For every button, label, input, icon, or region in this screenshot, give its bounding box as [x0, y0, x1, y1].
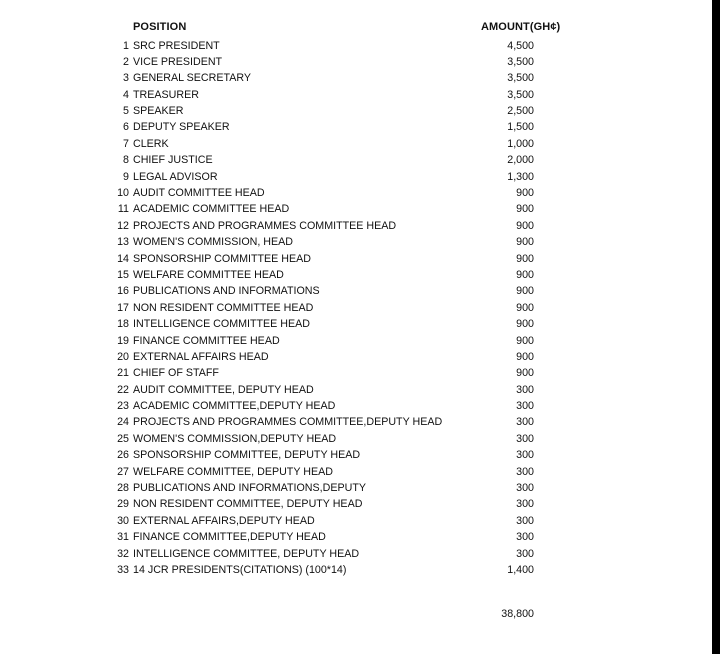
row-number: 25 — [117, 432, 129, 445]
table-row — [0, 152, 712, 168]
position-amount: 900 — [516, 236, 534, 249]
row-number: 26 — [117, 449, 129, 462]
position-title: TREASURER — [133, 88, 199, 101]
table-row — [0, 316, 712, 332]
position-amount: 300 — [516, 400, 534, 413]
row-number: 20 — [117, 350, 129, 363]
row-number: 15 — [117, 268, 129, 281]
position-title: 14 JCR PRESIDENTS(CITATIONS) (100*14) — [133, 564, 347, 576]
row-number: 11 — [117, 203, 129, 216]
table-row — [0, 464, 712, 480]
position-amount: 3,500 — [507, 88, 534, 101]
position-amount: 900 — [516, 252, 534, 265]
position-title: NON RESIDENT COMMITTEE, DEPUTY HEAD — [133, 498, 363, 511]
row-number: 28 — [117, 482, 129, 495]
row-number: 16 — [117, 285, 129, 298]
table-row — [0, 529, 712, 545]
position-amount: 1,400 — [507, 564, 534, 576]
position-amount: 3,500 — [507, 55, 534, 68]
table-row — [0, 365, 712, 381]
row-number: 24 — [117, 416, 129, 429]
row-number: 29 — [117, 498, 129, 511]
position-amount: 900 — [516, 350, 534, 363]
table-row — [0, 431, 712, 447]
position-amount: 300 — [516, 449, 534, 462]
position-title: CHIEF OF STAFF — [133, 367, 219, 380]
row-number: 27 — [117, 465, 129, 478]
row-number: 9 — [123, 170, 129, 183]
table-row — [0, 218, 712, 234]
row-number: 5 — [123, 105, 129, 118]
table-row — [0, 267, 712, 283]
position-title: PROJECTS AND PROGRAMMES COMMITTEE,DEPUTY HEAD — [133, 416, 443, 429]
table-row — [0, 54, 712, 70]
row-number: 3 — [123, 72, 129, 85]
row-number: 2 — [123, 55, 129, 68]
table-row — [0, 300, 712, 316]
position-title: INTELLIGENCE COMMITTEE HEAD — [133, 318, 310, 331]
row-number: 12 — [117, 219, 129, 232]
row-number: 17 — [117, 301, 129, 314]
row-number: 4 — [123, 88, 129, 101]
position-title: SRC PRESIDENT — [133, 39, 220, 52]
table-row — [0, 87, 712, 103]
table-row — [0, 349, 712, 365]
row-number: 6 — [123, 121, 129, 134]
row-number: 19 — [117, 334, 129, 347]
position-title: SPONSORSHIP COMMITTEE HEAD — [133, 252, 311, 265]
position-title: SPEAKER — [133, 105, 184, 118]
row-number: 30 — [117, 514, 129, 527]
row-number: 21 — [117, 367, 129, 380]
position-amount: 300 — [516, 465, 534, 478]
total-amount: 38,800 — [501, 608, 534, 620]
position-amount: 2,500 — [507, 105, 534, 118]
position-title: EXTERNAL AFFAIRS HEAD — [133, 350, 269, 363]
position-title: WOMEN'S COMMISSION,DEPUTY HEAD — [133, 432, 337, 445]
position-amount: 900 — [516, 268, 534, 281]
position-title: VICE PRESIDENT — [133, 55, 223, 68]
position-amount: 300 — [516, 547, 534, 560]
table-row — [0, 136, 712, 152]
position-title: ACADEMIC COMMITTEE,DEPUTY HEAD — [133, 400, 336, 413]
position-title: PROJECTS AND PROGRAMMES COMMITTEE HEAD — [133, 219, 397, 232]
position-title: EXTERNAL AFFAIRS,DEPUTY HEAD — [133, 514, 315, 527]
position-amount: 900 — [516, 285, 534, 298]
row-number: 10 — [117, 187, 129, 200]
position-amount: 1,000 — [507, 137, 534, 150]
row-number: 7 — [123, 137, 129, 150]
position-amount: 300 — [516, 482, 534, 495]
row-number: 14 — [117, 252, 129, 265]
table-row — [0, 169, 712, 185]
position-title: INTELLIGENCE COMMITTEE, DEPUTY HEAD — [133, 547, 360, 560]
position-amount: 4,500 — [507, 39, 534, 52]
amount-column-header: AMOUNT(GH¢) — [481, 21, 561, 33]
position-title: WOMEN'S COMMISSION, HEAD — [133, 236, 293, 249]
position-title: ACADEMIC COMMITTEE HEAD — [133, 203, 290, 216]
position-amount: 900 — [516, 318, 534, 331]
position-column-header: POSITION — [133, 21, 187, 33]
position-title: PUBLICATIONS AND INFORMATIONS,DEPUTY — [133, 482, 366, 495]
position-title: FINANCE COMMITTEE HEAD — [133, 334, 280, 347]
row-number: 32 — [117, 547, 129, 560]
row-number: 8 — [123, 154, 129, 167]
table-row — [0, 447, 712, 463]
position-title: AUDIT COMMITTEE HEAD — [133, 187, 265, 200]
position-title: FINANCE COMMITTEE,DEPUTY HEAD — [133, 531, 326, 544]
position-title: AUDIT COMMITTEE, DEPUTY HEAD — [133, 383, 314, 396]
position-title: LEGAL ADVISOR — [133, 170, 218, 183]
table-row — [0, 398, 712, 414]
table-row — [0, 283, 712, 299]
position-title: GENERAL SECRETARY — [133, 72, 251, 85]
position-amount: 900 — [516, 203, 534, 216]
position-title: SPONSORSHIP COMMITTEE, DEPUTY HEAD — [133, 449, 361, 462]
position-amount: 300 — [516, 416, 534, 429]
position-amount: 2,000 — [507, 154, 534, 167]
position-amount: 3,500 — [507, 72, 534, 85]
position-amount: 900 — [516, 219, 534, 232]
position-amount: 900 — [516, 334, 534, 347]
row-number: 31 — [117, 531, 129, 544]
table-row — [0, 38, 712, 54]
position-title: WELFARE COMMITTEE, DEPUTY HEAD — [133, 465, 333, 478]
position-amount: 900 — [516, 301, 534, 314]
position-title: CLERK — [133, 137, 169, 150]
row-number: 33 — [117, 564, 129, 576]
table-row — [0, 562, 712, 578]
row-number: 1 — [123, 39, 129, 52]
row-number: 23 — [117, 400, 129, 413]
table-row — [0, 234, 712, 250]
position-amount: 300 — [516, 498, 534, 511]
position-title: DEPUTY SPEAKER — [133, 121, 230, 134]
table-row — [0, 496, 712, 512]
table-row — [0, 201, 712, 217]
table-row — [0, 333, 712, 349]
table-row — [0, 119, 712, 135]
position-amount: 300 — [516, 531, 534, 544]
table-row — [0, 546, 712, 562]
table-row — [0, 480, 712, 496]
row-number: 22 — [117, 383, 129, 396]
position-amount: 300 — [516, 432, 534, 445]
position-title: NON RESIDENT COMMITTEE HEAD — [133, 301, 314, 314]
position-amount: 900 — [516, 367, 534, 380]
position-amount: 300 — [516, 383, 534, 396]
table-row — [0, 103, 712, 119]
table-row — [0, 414, 712, 430]
position-amount: 1,500 — [507, 121, 534, 134]
positions-table — [0, 38, 712, 579]
table-row — [0, 513, 712, 529]
table-row — [0, 185, 712, 201]
table-row — [0, 251, 712, 267]
position-amount: 900 — [516, 187, 534, 200]
position-amount: 300 — [516, 514, 534, 527]
table-row — [0, 70, 712, 86]
position-amount: 1,300 — [507, 170, 534, 183]
position-title: CHIEF JUSTICE — [133, 154, 213, 167]
row-number: 18 — [117, 318, 129, 331]
row-number: 13 — [117, 236, 129, 249]
position-title: WELFARE COMMITTEE HEAD — [133, 268, 284, 281]
table-row — [0, 382, 712, 398]
position-title: PUBLICATIONS AND INFORMATIONS — [133, 285, 320, 298]
